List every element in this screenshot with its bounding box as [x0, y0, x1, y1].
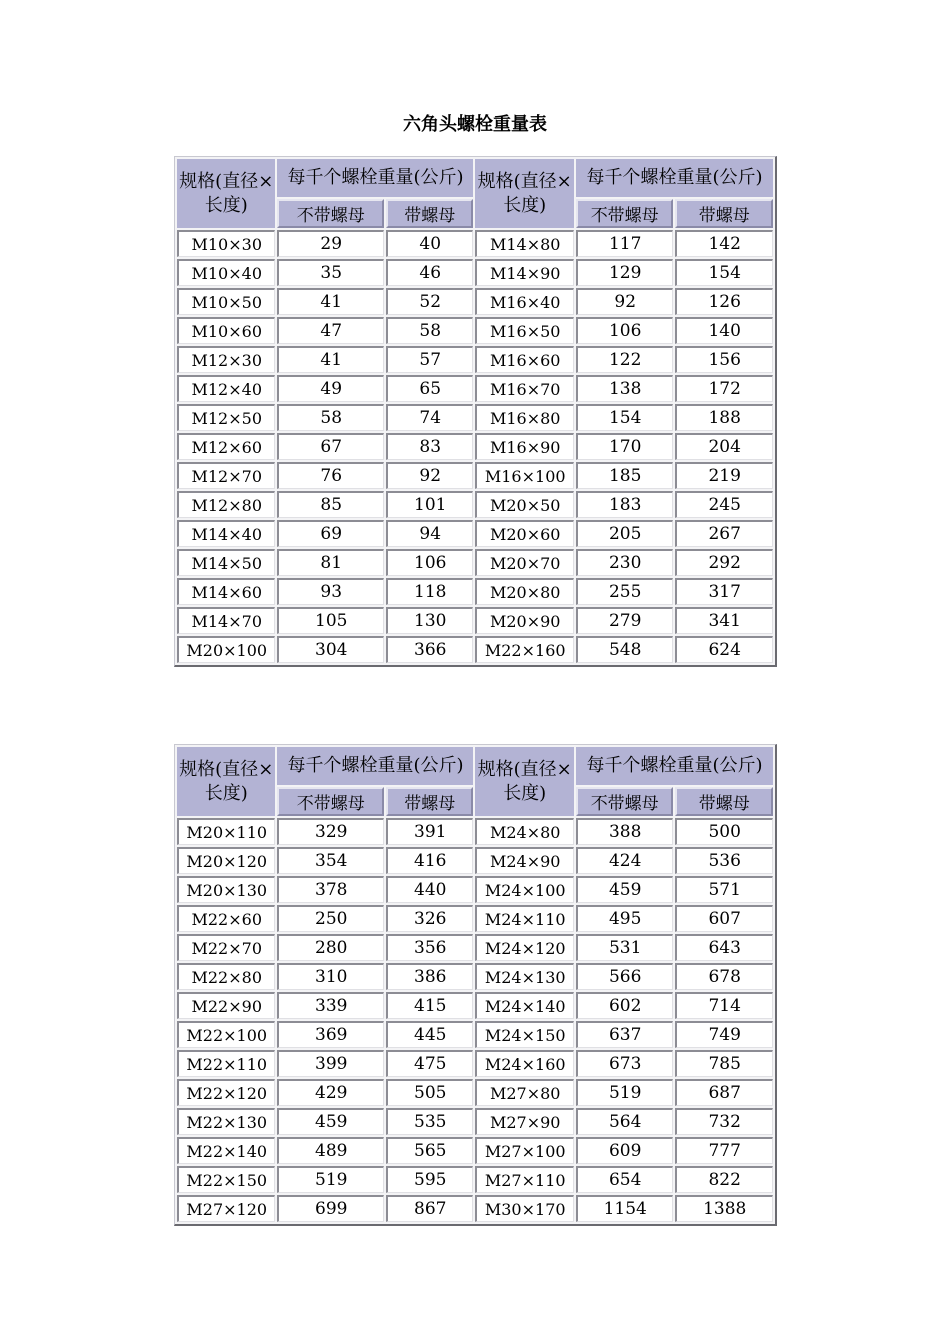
weight-column-header: 每千个螺栓重量(公斤): [576, 159, 773, 197]
weight-no-nut-cell: 489: [277, 1137, 384, 1164]
spec-cell: M24×80: [475, 818, 573, 845]
weight-no-nut-cell: 602: [576, 992, 673, 1019]
weight-with-nut-cell: 356: [386, 934, 473, 961]
weight-with-nut-cell: 643: [675, 934, 773, 961]
weight-no-nut-cell: 67: [277, 433, 384, 460]
weight-with-nut-cell: 822: [675, 1166, 773, 1193]
spec-cell: M30×170: [475, 1195, 573, 1222]
with-nut-header: 带螺母: [675, 199, 773, 228]
no-nut-header: 不带螺母: [277, 787, 384, 816]
table-row: [177, 462, 773, 489]
weight-with-nut-cell: 118: [386, 578, 473, 605]
spec-cell: M14×80: [475, 230, 573, 257]
weight-no-nut-cell: 29: [277, 230, 384, 257]
table-row: [177, 992, 773, 1019]
weight-no-nut-cell: 230: [576, 549, 673, 576]
table-row: [177, 847, 773, 874]
bolt-weight-table-2: [174, 744, 777, 1226]
weight-no-nut-cell: 531: [576, 934, 673, 961]
weight-no-nut-cell: 250: [277, 905, 384, 932]
weight-no-nut-cell: 339: [277, 992, 384, 1019]
weight-no-nut-cell: 609: [576, 1137, 673, 1164]
spec-cell: M20×60: [475, 520, 573, 547]
weight-no-nut-cell: 429: [277, 1079, 384, 1106]
weight-no-nut-cell: 354: [277, 847, 384, 874]
spec-cell: M14×60: [177, 578, 275, 605]
weight-no-nut-cell: 1154: [576, 1195, 673, 1222]
weight-no-nut-cell: 69: [277, 520, 384, 547]
spec-cell: M16×100: [475, 462, 573, 489]
weight-no-nut-cell: 93: [277, 578, 384, 605]
spec-cell: M14×70: [177, 607, 275, 634]
weight-with-nut-cell: 415: [386, 992, 473, 1019]
weight-with-nut-cell: 40: [386, 230, 473, 257]
spec-cell: M27×120: [177, 1195, 275, 1222]
weight-no-nut-cell: 122: [576, 346, 673, 373]
weight-no-nut-cell: 105: [277, 607, 384, 634]
weight-with-nut-cell: 57: [386, 346, 473, 373]
weight-no-nut-cell: 564: [576, 1108, 673, 1135]
weight-column-header: 每千个螺栓重量(公斤): [576, 747, 773, 785]
weight-with-nut-cell: 624: [675, 636, 773, 663]
spec-cell: M24×120: [475, 934, 573, 961]
weight-with-nut-cell: 341: [675, 607, 773, 634]
spec-cell: M10×40: [177, 259, 275, 286]
table-row: [177, 549, 773, 576]
spec-cell: M16×90: [475, 433, 573, 460]
spec-column-header: 规格(直径×长度): [475, 159, 573, 228]
spec-cell: M14×90: [475, 259, 573, 286]
weight-with-nut-cell: 386: [386, 963, 473, 990]
spec-cell: M20×70: [475, 549, 573, 576]
table-row: [177, 404, 773, 431]
weight-with-nut-cell: 58: [386, 317, 473, 344]
weight-with-nut-cell: 777: [675, 1137, 773, 1164]
spec-cell: M12×80: [177, 491, 275, 518]
table-row: [177, 1050, 773, 1077]
weight-no-nut-cell: 138: [576, 375, 673, 402]
weight-no-nut-cell: 637: [576, 1021, 673, 1048]
weight-column-header: 每千个螺栓重量(公斤): [277, 159, 473, 197]
weight-with-nut-cell: 732: [675, 1108, 773, 1135]
spec-cell: M12×60: [177, 433, 275, 460]
table-row: [177, 963, 773, 990]
weight-with-nut-cell: 500: [675, 818, 773, 845]
table-row: [177, 934, 773, 961]
table-row: [177, 491, 773, 518]
spec-cell: M20×80: [475, 578, 573, 605]
spec-cell: M27×110: [475, 1166, 573, 1193]
spec-cell: M20×90: [475, 607, 573, 634]
weight-with-nut-cell: 106: [386, 549, 473, 576]
spec-column-header: 规格(直径×长度): [177, 747, 275, 816]
spec-cell: M27×90: [475, 1108, 573, 1135]
weight-with-nut-cell: 126: [675, 288, 773, 315]
weight-with-nut-cell: 317: [675, 578, 773, 605]
table-row: [177, 905, 773, 932]
table-row: [177, 1166, 773, 1193]
spec-cell: M20×130: [177, 876, 275, 903]
weight-no-nut-cell: 566: [576, 963, 673, 990]
spec-cell: M20×120: [177, 847, 275, 874]
weight-with-nut-cell: 785: [675, 1050, 773, 1077]
weight-no-nut-cell: 170: [576, 433, 673, 460]
weight-with-nut-cell: 505: [386, 1079, 473, 1106]
weight-with-nut-cell: 140: [675, 317, 773, 344]
spec-cell: M24×110: [475, 905, 573, 932]
spec-cell: M22×140: [177, 1137, 275, 1164]
spec-cell: M22×80: [177, 963, 275, 990]
table-row: [177, 578, 773, 605]
table-row: [177, 317, 773, 344]
weight-no-nut-cell: 279: [576, 607, 673, 634]
weight-with-nut-cell: 267: [675, 520, 773, 547]
weight-with-nut-cell: 52: [386, 288, 473, 315]
spec-cell: M16×70: [475, 375, 573, 402]
weight-with-nut-cell: 142: [675, 230, 773, 257]
spec-cell: M20×110: [177, 818, 275, 845]
weight-with-nut-cell: 1388: [675, 1195, 773, 1222]
weight-with-nut-cell: 565: [386, 1137, 473, 1164]
table-row: [177, 230, 773, 257]
weight-with-nut-cell: 74: [386, 404, 473, 431]
weight-no-nut-cell: 58: [277, 404, 384, 431]
weight-no-nut-cell: 154: [576, 404, 673, 431]
weight-no-nut-cell: 424: [576, 847, 673, 874]
weight-no-nut-cell: 106: [576, 317, 673, 344]
weight-no-nut-cell: 310: [277, 963, 384, 990]
weight-with-nut-cell: 475: [386, 1050, 473, 1077]
weight-with-nut-cell: 535: [386, 1108, 473, 1135]
weight-with-nut-cell: 607: [675, 905, 773, 932]
spec-cell: M22×160: [475, 636, 573, 663]
table-row: [177, 288, 773, 315]
table-body: [177, 230, 773, 663]
spec-cell: M22×90: [177, 992, 275, 1019]
weight-with-nut-cell: 445: [386, 1021, 473, 1048]
no-nut-header: 不带螺母: [576, 199, 673, 228]
table-row: [177, 1195, 773, 1222]
spec-cell: M16×80: [475, 404, 573, 431]
weight-with-nut-cell: 326: [386, 905, 473, 932]
no-nut-header: 不带螺母: [576, 787, 673, 816]
weight-no-nut-cell: 388: [576, 818, 673, 845]
weight-column-header: 每千个螺栓重量(公斤): [277, 747, 473, 785]
weight-no-nut-cell: 85: [277, 491, 384, 518]
with-nut-header: 带螺母: [386, 787, 473, 816]
spec-cell: M12×30: [177, 346, 275, 373]
weight-with-nut-cell: 188: [675, 404, 773, 431]
spec-column-header: 规格(直径×长度): [177, 159, 275, 228]
weight-no-nut-cell: 49: [277, 375, 384, 402]
spec-cell: M27×100: [475, 1137, 573, 1164]
weight-no-nut-cell: 205: [576, 520, 673, 547]
weight-with-nut-cell: 687: [675, 1079, 773, 1106]
weight-with-nut-cell: 714: [675, 992, 773, 1019]
table-row: [177, 1021, 773, 1048]
spec-column-header: 规格(直径×长度): [475, 747, 573, 816]
weight-with-nut-cell: 245: [675, 491, 773, 518]
spec-cell: M24×160: [475, 1050, 573, 1077]
weight-with-nut-cell: 571: [675, 876, 773, 903]
spec-cell: M16×40: [475, 288, 573, 315]
weight-no-nut-cell: 76: [277, 462, 384, 489]
weight-no-nut-cell: 378: [277, 876, 384, 903]
with-nut-header: 带螺母: [675, 787, 773, 816]
weight-with-nut-cell: 101: [386, 491, 473, 518]
table-row: [177, 375, 773, 402]
table-row: [177, 1137, 773, 1164]
weight-with-nut-cell: 65: [386, 375, 473, 402]
table-row: [177, 636, 773, 663]
spec-cell: M22×60: [177, 905, 275, 932]
weight-with-nut-cell: 204: [675, 433, 773, 460]
weight-no-nut-cell: 369: [277, 1021, 384, 1048]
weight-with-nut-cell: 172: [675, 375, 773, 402]
spec-cell: M24×150: [475, 1021, 573, 1048]
spec-cell: M22×150: [177, 1166, 275, 1193]
spec-cell: M20×50: [475, 491, 573, 518]
spec-cell: M22×130: [177, 1108, 275, 1135]
weight-no-nut-cell: 399: [277, 1050, 384, 1077]
table-row: [177, 433, 773, 460]
weight-no-nut-cell: 459: [576, 876, 673, 903]
weight-with-nut-cell: 219: [675, 462, 773, 489]
spec-cell: M16×50: [475, 317, 573, 344]
spec-cell: M14×40: [177, 520, 275, 547]
weight-with-nut-cell: 154: [675, 259, 773, 286]
spec-cell: M12×70: [177, 462, 275, 489]
spec-cell: M24×100: [475, 876, 573, 903]
table-row: [177, 818, 773, 845]
spec-cell: M22×120: [177, 1079, 275, 1106]
weight-no-nut-cell: 117: [576, 230, 673, 257]
weight-no-nut-cell: 654: [576, 1166, 673, 1193]
spec-cell: M24×140: [475, 992, 573, 1019]
no-nut-header: 不带螺母: [277, 199, 384, 228]
table-row: [177, 259, 773, 286]
spec-cell: M24×90: [475, 847, 573, 874]
weight-with-nut-cell: 867: [386, 1195, 473, 1222]
weight-with-nut-cell: 678: [675, 963, 773, 990]
spec-cell: M20×100: [177, 636, 275, 663]
table-row: [177, 346, 773, 373]
weight-no-nut-cell: 92: [576, 288, 673, 315]
spec-cell: M22×110: [177, 1050, 275, 1077]
weight-with-nut-cell: 416: [386, 847, 473, 874]
weight-with-nut-cell: 440: [386, 876, 473, 903]
weight-no-nut-cell: 329: [277, 818, 384, 845]
spec-cell: M14×50: [177, 549, 275, 576]
table-row: [177, 607, 773, 634]
weight-with-nut-cell: 292: [675, 549, 773, 576]
weight-no-nut-cell: 185: [576, 462, 673, 489]
weight-with-nut-cell: 366: [386, 636, 473, 663]
weight-no-nut-cell: 280: [277, 934, 384, 961]
weight-no-nut-cell: 183: [576, 491, 673, 518]
spec-cell: M22×70: [177, 934, 275, 961]
weight-no-nut-cell: 519: [277, 1166, 384, 1193]
weight-no-nut-cell: 81: [277, 549, 384, 576]
weight-with-nut-cell: 536: [675, 847, 773, 874]
spec-cell: M10×50: [177, 288, 275, 315]
weight-no-nut-cell: 35: [277, 259, 384, 286]
table-row: [177, 1079, 773, 1106]
spec-cell: M16×60: [475, 346, 573, 373]
weight-with-nut-cell: 83: [386, 433, 473, 460]
weight-no-nut-cell: 495: [576, 905, 673, 932]
weight-with-nut-cell: 46: [386, 259, 473, 286]
spec-cell: M24×130: [475, 963, 573, 990]
weight-no-nut-cell: 673: [576, 1050, 673, 1077]
table-body: [177, 818, 773, 1222]
weight-with-nut-cell: 595: [386, 1166, 473, 1193]
weight-with-nut-cell: 94: [386, 520, 473, 547]
spec-cell: M22×100: [177, 1021, 275, 1048]
table-row: [177, 520, 773, 547]
weight-with-nut-cell: 749: [675, 1021, 773, 1048]
weight-no-nut-cell: 519: [576, 1079, 673, 1106]
weight-no-nut-cell: 304: [277, 636, 384, 663]
page-title: 六角头螺栓重量表: [403, 114, 547, 135]
spec-cell: M10×30: [177, 230, 275, 257]
weight-no-nut-cell: 47: [277, 317, 384, 344]
table-row: [177, 876, 773, 903]
weight-no-nut-cell: 548: [576, 636, 673, 663]
spec-cell: M10×60: [177, 317, 275, 344]
weight-with-nut-cell: 92: [386, 462, 473, 489]
weight-no-nut-cell: 459: [277, 1108, 384, 1135]
weight-no-nut-cell: 129: [576, 259, 673, 286]
weight-with-nut-cell: 130: [386, 607, 473, 634]
spec-cell: M27×80: [475, 1079, 573, 1106]
bolt-weight-table-1: [174, 156, 777, 667]
with-nut-header: 带螺母: [386, 199, 473, 228]
weight-no-nut-cell: 255: [576, 578, 673, 605]
weight-no-nut-cell: 41: [277, 288, 384, 315]
spec-cell: M12×50: [177, 404, 275, 431]
table-row: [177, 1108, 773, 1135]
weight-with-nut-cell: 391: [386, 818, 473, 845]
weight-no-nut-cell: 41: [277, 346, 384, 373]
weight-no-nut-cell: 699: [277, 1195, 384, 1222]
weight-with-nut-cell: 156: [675, 346, 773, 373]
spec-cell: M12×40: [177, 375, 275, 402]
